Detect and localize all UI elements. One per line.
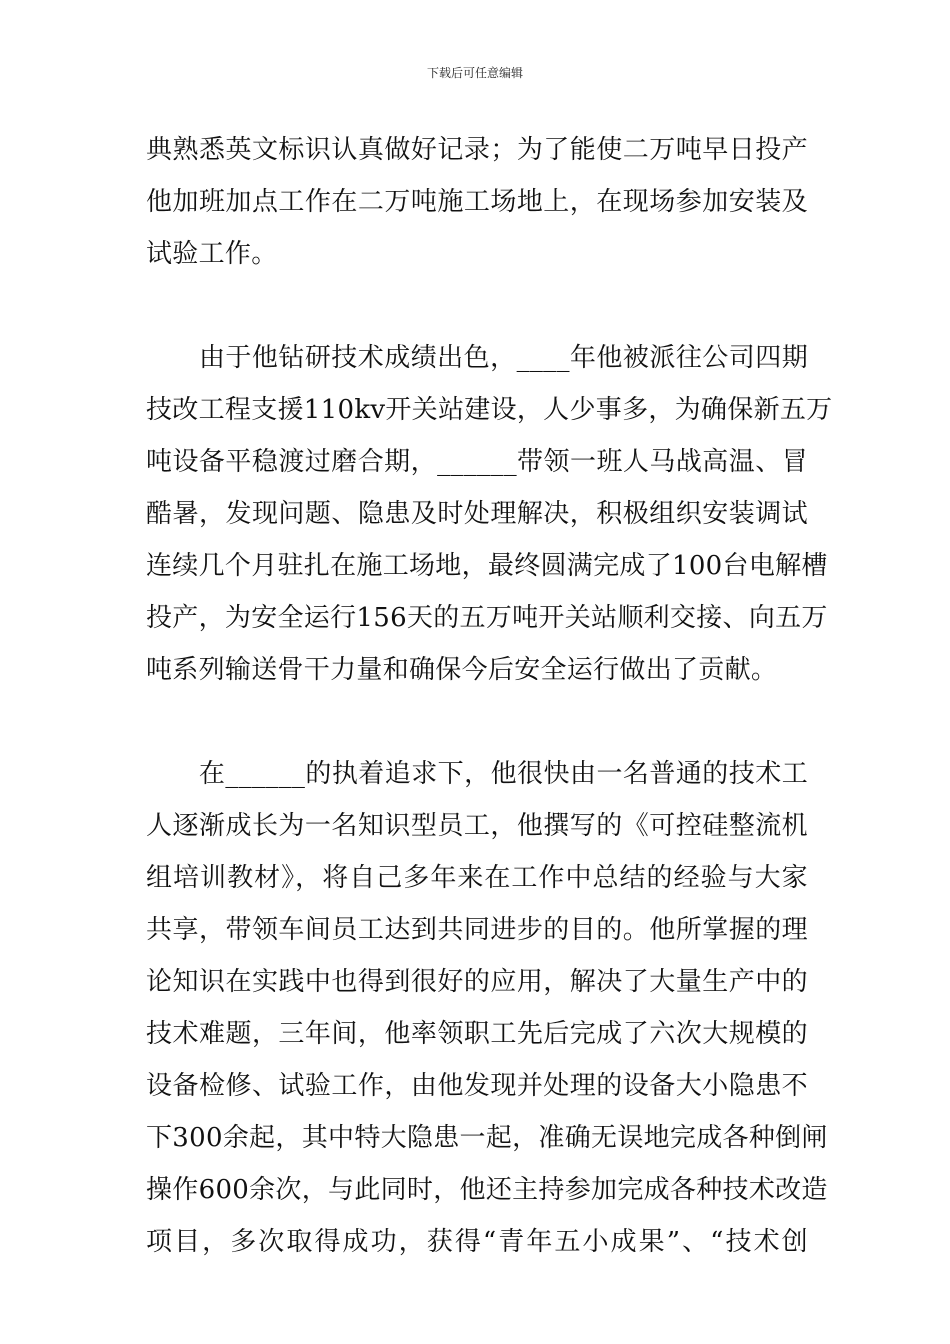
- paragraph-spacer: [146, 696, 808, 748]
- text-line: 共享，带领车间员工达到共同进步的目的。他所掌握的理: [146, 915, 808, 945]
- text-line: 投产，为安全运行156天的五万吨开关站顺利交接、向五万: [146, 603, 828, 633]
- text-line: 他加班加点工作在二万吨施工场地上，在现场参加安装及: [146, 187, 808, 217]
- text-line: 人逐渐成长为一名知识型员工，他撰写的《可控硅整流机: [146, 811, 808, 841]
- text-line: 典熟悉英文标识认真做好记录；为了能使二万吨早日投产: [146, 135, 808, 165]
- text-line: 下300余起，其中特大隐患一起，准确无误地完成各种倒闸: [146, 1123, 828, 1153]
- text-line: 设备检修、试验工作，由他发现并处理的设备大小隐患不: [146, 1071, 808, 1101]
- paragraph-1: [146, 124, 808, 280]
- text-line: 由于他钻研技术成绩出色，____年他被派往公司四期: [146, 343, 808, 373]
- text-line: 技术难题，三年间，他率领职工先后完成了六次大规模的: [146, 1019, 808, 1049]
- text-line: 吨设备平稳渡过磨合期，______带领一班人马战高温、冒: [146, 447, 808, 477]
- paragraph-3: [146, 748, 828, 1268]
- text-line: 操作600余次，与此同时，他还主持参加完成各种技术改造: [146, 1175, 828, 1205]
- text-line: 试验工作。: [146, 239, 278, 269]
- text-line: 连续几个月驻扎在施工场地，最终圆满完成了100台电解槽: [146, 551, 828, 581]
- document-body: [146, 124, 833, 1268]
- page-header: 下载后可任意编辑: [426, 66, 523, 80]
- text-line: 在______的执着追求下，他很快由一名普通的技术工: [146, 759, 808, 789]
- text-line: 项目，多次取得成功，获得“青年五小成果”、“技术创: [146, 1227, 808, 1257]
- paragraph-spacer: [146, 280, 808, 332]
- text-line: 酷暑，发现问题、隐患及时处理解决，积极组织安装调试: [146, 499, 808, 529]
- text-line: 吨系列输送骨干力量和确保今后安全运行做出了贡献。: [146, 655, 778, 685]
- paragraph-2: [146, 332, 833, 696]
- text-line: 组培训教材》，将自己多年来在工作中总结的经验与大家: [146, 863, 808, 893]
- text-line: 技改工程支援110kv开关站建设，人少事多，为确保新五万: [146, 395, 833, 425]
- text-line: 论知识在实践中也得到很好的应用，解决了大量生产中的: [146, 967, 808, 997]
